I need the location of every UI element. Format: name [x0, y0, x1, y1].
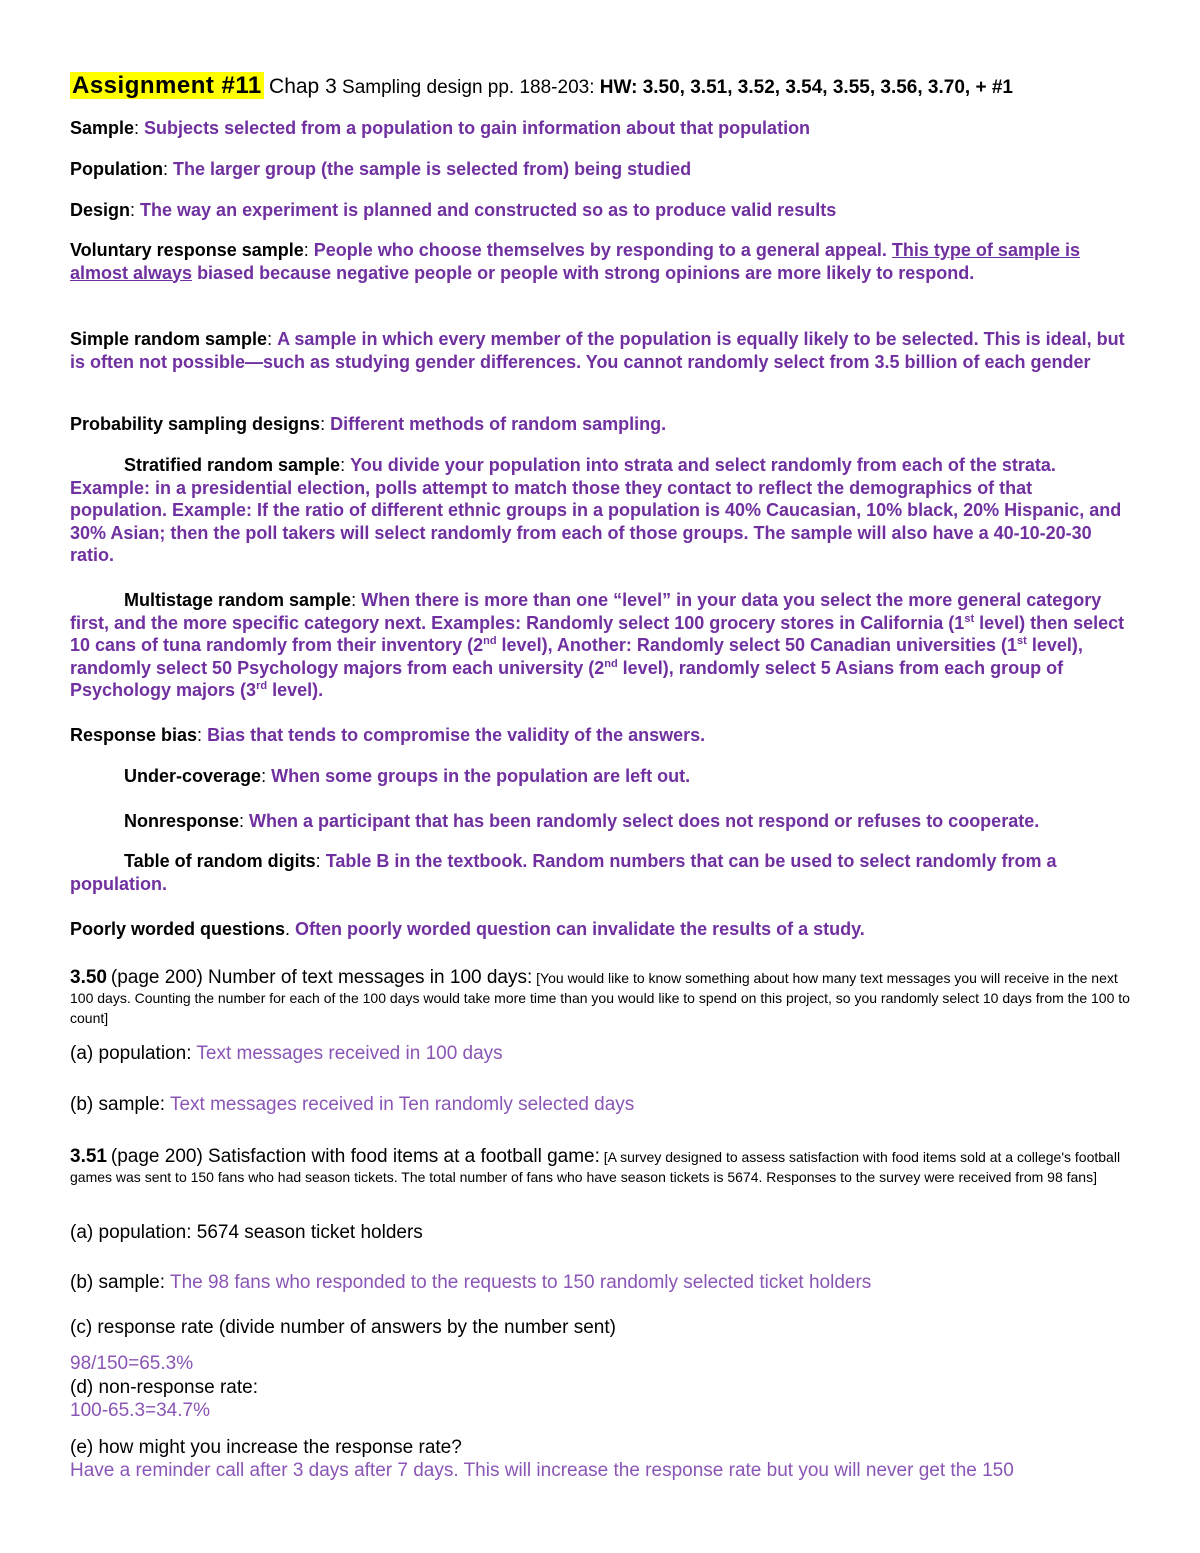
term-simple-random: Simple random sample: A sample in which every member of the population is equally likely to be selected. This is ideal, but is often not possible—such as studying gender differences. You cannot randomly select from 3.5 billion of each gender	[70, 329, 1125, 372]
problem-3-51-d-answer: 100-65.3=34.7%	[70, 1400, 210, 1421]
term-probability-sampling: Probability sampling designs: Different methods of random sampling.	[70, 414, 667, 434]
term-population: Population: The larger group (the sample is selected from) being studied	[70, 159, 692, 179]
question-label: (a) population:	[70, 1043, 192, 1064]
term-definition-rest: biased because negative people or people with strong opinions are more likely to respond.	[192, 262, 975, 283]
term-definition: Bias that tends to compromise the validity of the answers.	[207, 725, 706, 745]
topic-label: Sampling design pp. 188-203:	[342, 77, 595, 98]
term-label: Probability sampling designs	[70, 414, 321, 434]
term-table-random-digits: Table of random digits: Table B in the textbook. Random numbers that can be used to select randomly from a population.	[70, 851, 1057, 894]
problem-3-51-c	[70, 1316, 1132, 1339]
problem-3-51-b	[70, 1271, 1132, 1294]
term-definition: Table B in the textbook. Random numbers that can be used to select randomly from a population.	[70, 851, 1057, 894]
term-definition: When there is more than one “level” in your data you select the more general category first, and the more specific category next. Examples: Randomly select 100 grocery stores in California (1st level) then select 10 cans of tuna randomly from their inventory (2nd level), Another: Randomly select 50 Canadian universities (1st level), randomly select 50 Psychology majors from each university (2nd level), randomly select 5 Asians from each group of Psychology majors (3rd level).	[70, 590, 1125, 700]
term-label: Design	[70, 200, 131, 220]
term-response-bias: Response bias: Bias that tends to compromise the validity of the answers.	[70, 725, 706, 745]
hw-label: HW:	[599, 77, 638, 98]
problem-3-51	[70, 1145, 1132, 1188]
term-definition: Different methods of random sampling.	[330, 414, 667, 434]
term-label: Stratified random sample	[124, 455, 341, 475]
term-label: Sample	[70, 118, 135, 138]
problem-number: 3.51	[70, 1146, 107, 1167]
term-definition: Often poorly worded question can invalidate the results of a study.	[295, 919, 865, 939]
question-label: (a) population: 5674 season ticket holders	[70, 1222, 423, 1243]
term-label: Nonresponse	[124, 811, 240, 831]
term-label: Population	[70, 159, 163, 179]
term-definition: People who choose themselves by responding to a general appeal.	[313, 240, 892, 260]
term-nonresponse: Nonresponse: When a participant that has been randomly select does not respond or refuses to cooperate.	[124, 811, 1040, 831]
term-label: Response bias	[70, 725, 198, 745]
term-definition: When a participant that has been randomly select does not respond or refuses to cooperate.	[249, 811, 1040, 831]
problem-3-51-a	[70, 1221, 1132, 1244]
problem-number: 3.50	[70, 967, 107, 988]
problem-description: [A survey designed to assess satisfaction with food items sold at a college's football games was sent to 150 fans who had season tickets. The total number of fans who have season tickets is 5674. Responses to the survey were received from 98 fans]	[70, 1149, 1121, 1185]
problem-3-50	[70, 966, 1132, 1028]
problem-title: (page 200) Number of text messages in 100 days:	[110, 967, 533, 988]
term-poorly-worded: Poorly worded questions. Often poorly worded question can invalidate the results of a study.	[70, 919, 865, 939]
hw-list: 3.50, 3.51, 3.52, 3.54, 3.55, 3.56, 3.70, + #1	[642, 77, 1013, 98]
question-label: (c) response rate (divide number of answers by the number sent)	[70, 1317, 616, 1338]
term-definition: Subjects selected from a population to gain information about that population	[144, 118, 811, 138]
assignment-header	[70, 73, 1132, 101]
problem-3-50-a	[70, 1042, 1132, 1065]
term-under-coverage: Under-coverage: When some groups in the population are left out.	[124, 766, 691, 786]
term-voluntary-response: Voluntary response sample: People who choose themselves by responding to a general appeal. This type of sample is almost always biased because negative people or people with strong opinions are more likely to respond.	[70, 240, 1080, 283]
term-definition: You divide your population into strata and select randomly from each of the strata. Example: in a presidential election, polls attempt to match those they contact to reflect the demographics of that population. Example: If the ratio of different ethnic groups in a population is 40% Caucasian, 10% black, 20% Hispanic, and 30% Asian; then the poll takers will select randomly from each of those groups. The sample will also have a 40-10-20-30 ratio.	[70, 455, 1122, 565]
term-definition: The larger group (the sample is selected from) being studied	[173, 159, 692, 179]
term-definition-underlined: This type of sample is almost always	[70, 240, 1080, 283]
term-label: Poorly worded questions	[70, 919, 286, 939]
answer-text: Text messages received in 100 days	[196, 1043, 503, 1064]
question-label: (b) sample:	[70, 1272, 166, 1293]
term-definition: The way an experiment is planned and constructed so as to produce valid results	[140, 200, 837, 220]
term-label: Multistage random sample	[124, 590, 352, 610]
term-stratified: Stratified random sample: You divide your population into strata and select randomly from each of the strata. Example: in a presidential election, polls attempt to match those they contact to reflect the demographics of that population. Example: If the ratio of different ethnic groups in a population is 40% Caucasian, 10% black, 20% Hispanic, and 30% Asian; then the poll takers will select randomly from each of those groups. The sample will also have a 40-10-20-30 ratio.	[70, 455, 1122, 565]
problem-3-51-e-answer: Have a reminder call after 3 days after 7 days. This will increase the response rate but you will never get the 150	[70, 1460, 1014, 1481]
question-label: (b) sample:	[70, 1094, 166, 1115]
term-multistage: Multistage random sample: When there is more than one “level” in your data you select the more general category first, and the more specific category next. Examples: Randomly select 100 grocery stores in California (1st level) then select 10 cans of tuna randomly from their inventory (2nd level), Another: Randomly select 50 Canadian universities (1st level), randomly select 50 Psychology majors from each university (2nd level), randomly select 5 Asians from each group of Psychology majors (3rd level).	[70, 590, 1125, 700]
problem-title: (page 200) Satisfaction with food items at a football game:	[110, 1146, 600, 1167]
term-design: Design: The way an experiment is planned and constructed so as to produce valid results	[70, 200, 837, 220]
problem-3-51-d	[70, 1376, 1132, 1399]
question-label: (e) how might you increase the response rate?	[70, 1437, 462, 1458]
answer-text: Text messages received in Ten randomly selected days	[169, 1094, 635, 1115]
term-definition: When some groups in the population are left out.	[271, 766, 691, 786]
term-label: Table of random digits	[124, 851, 316, 871]
term-label: Under-coverage	[124, 766, 262, 786]
term-sample: Sample: Subjects selected from a population to gain information about that population	[70, 118, 811, 138]
problem-3-51-e	[70, 1436, 1132, 1459]
question-label: (d) non-response rate:	[70, 1377, 258, 1398]
problem-3-50-b	[70, 1093, 1132, 1116]
answer-text: The 98 fans who responded to the requests to 150 randomly selected ticket holders	[169, 1272, 872, 1293]
assignment-title: Assignment #11	[72, 72, 262, 99]
problem-description: [You would like to know something about how many text messages you will receive in the next 100 days. Counting the number for each of the 100 days would take more time than you would like to spend on this project, so you randomly select 10 days from the 100 to count]	[70, 970, 1130, 1026]
chapter-label: Chap 3	[269, 75, 337, 98]
term-label: Simple random sample	[70, 329, 268, 349]
term-definition: A sample in which every member of the population is equally likely to be selected. This is ideal, but is often not possible—such as studying gender differences. You cannot randomly select from 3.5 billion of each gender	[70, 329, 1125, 372]
term-label: Voluntary response sample	[70, 240, 304, 260]
problem-3-51-c-answer: 98/150=65.3%	[70, 1353, 194, 1374]
